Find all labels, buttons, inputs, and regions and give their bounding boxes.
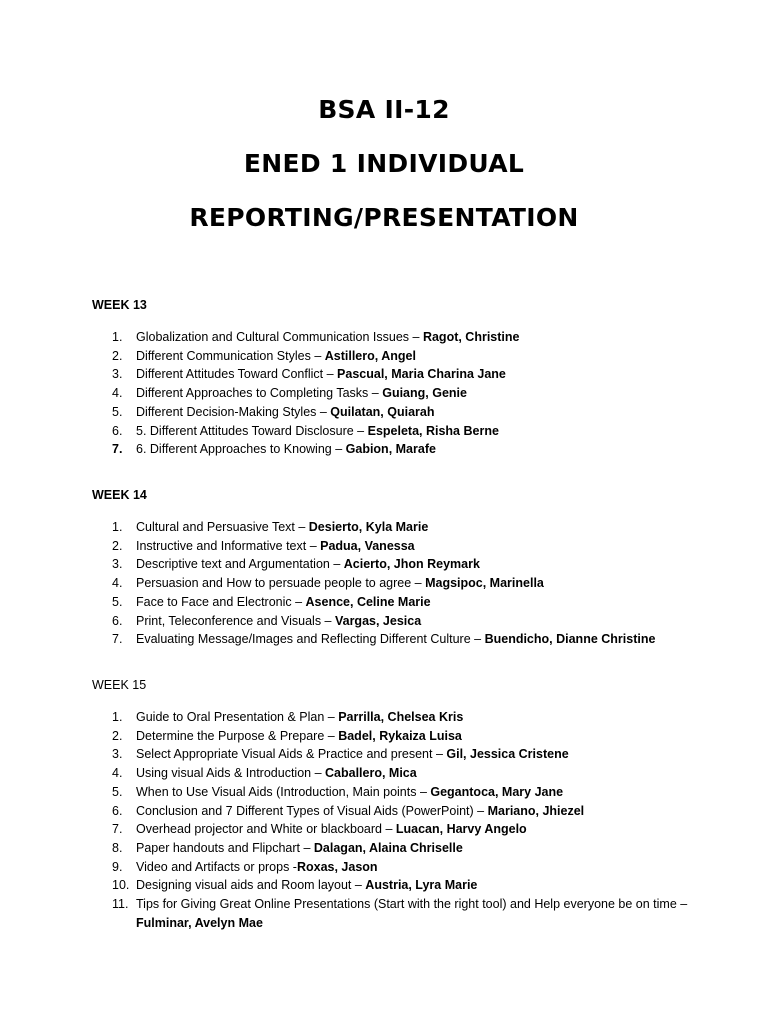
list-item <box>92 630 692 649</box>
week-15-section <box>92 676 692 932</box>
list-item <box>92 802 692 821</box>
item-number: 8. <box>112 840 123 855</box>
presenter-name: Badel, Rykaiza Luisa <box>338 728 462 743</box>
list-item <box>92 895 692 932</box>
report-topic: Different Attitudes Toward Conflict – <box>136 367 338 382</box>
item-number: 1. <box>112 710 123 724</box>
list-item <box>92 839 692 858</box>
presenter-name: Buendicho, Dianne Christine <box>484 632 656 647</box>
report-topic: Different Approaches to Completing Tasks – <box>136 386 383 401</box>
presenter-name: Parrilla, Chelsea Kris <box>338 710 464 724</box>
item-number: 7. <box>112 632 123 647</box>
presenter-name: Mariano, Jhiezel <box>487 803 585 818</box>
report-topic: Using visual Aids & Introduction – <box>136 766 325 781</box>
presenter-name: Quilatan, Quiarah <box>330 404 435 419</box>
week-13-section <box>92 296 692 459</box>
item-number: 10. <box>112 878 130 893</box>
report-topic: Conclusion and 7 Different Types of Visual Aids (PowerPoint) – <box>136 803 488 818</box>
item-number: 4. <box>112 576 123 591</box>
item-number: 2. <box>112 728 123 743</box>
list-item <box>92 518 692 537</box>
report-topic: Select Appropriate Visual Aids & Practice and present – <box>136 747 447 762</box>
list-item <box>92 328 692 347</box>
report-topic: Overhead projector and White or blackboard – <box>136 822 396 837</box>
item-number: 2. <box>112 348 123 363</box>
list-item <box>92 555 692 574</box>
presenter-name: Acierto, Jhon Reymark <box>343 557 480 572</box>
presenter-name: Guiang, Genie <box>382 386 467 401</box>
item-number: 11. <box>112 897 129 912</box>
list-item <box>92 876 692 895</box>
week-heading: WEEK 15 <box>92 678 147 692</box>
item-number: 2. <box>112 538 123 553</box>
list-item <box>92 764 692 783</box>
report-topic: Designing visual aids and Room layout – <box>136 878 366 893</box>
item-number: 3. <box>112 367 123 382</box>
activity-title: REPORTING/PRESENTATION <box>189 203 579 232</box>
list-item <box>92 365 692 384</box>
list-item <box>92 574 692 593</box>
list-item <box>92 727 692 746</box>
list-item <box>92 593 692 612</box>
report-list <box>92 708 692 932</box>
report-topic: Paper handouts and Flipchart – <box>136 840 314 855</box>
week-heading: WEEK 13 <box>92 298 147 312</box>
item-number: 5. <box>112 784 123 799</box>
list-item <box>92 820 692 839</box>
report-topic: Globalization and Cultural Communication Issues – <box>136 330 423 344</box>
report-topic: Face to Face and Electronic – <box>136 594 306 609</box>
presenter-name: Roxas, Jason <box>296 859 378 874</box>
list-item <box>92 745 692 764</box>
list-item <box>92 440 692 459</box>
presenter-name: Caballero, Mica <box>325 766 417 781</box>
presenter-name: Gegantoca, Mary Jane <box>430 784 564 799</box>
item-number: 3. <box>112 747 123 762</box>
report-list <box>92 518 692 649</box>
report-topic: Descriptive text and Argumentation – <box>136 557 344 572</box>
report-topic: Determine the Purpose & Prepare – <box>136 728 339 743</box>
presenter-name: Padua, Vanessa <box>320 538 415 553</box>
week-14-section <box>92 486 692 649</box>
presenter-name: Ragot, Christine <box>422 330 520 344</box>
presenter-name: Luacan, Harvy Angelo <box>395 822 527 837</box>
report-topic: Instructive and Informative text – <box>136 538 321 553</box>
list-item <box>92 384 692 403</box>
presenter-name: Espeleta, Risha Berne <box>367 423 499 438</box>
list-item <box>92 347 692 366</box>
document-title <box>0 96 768 232</box>
presenter-name: Gabion, Marafe <box>345 442 436 457</box>
list-item <box>92 708 692 727</box>
report-topic: Evaluating Message/Images and Reflecting Different Culture – <box>136 632 485 647</box>
report-topic: 5. Different Attitudes Toward Disclosure – <box>136 423 368 438</box>
report-topic: Different Decision-Making Styles – <box>136 404 331 419</box>
item-number: 1. <box>112 520 123 534</box>
presenter-name: Pascual, Maria Charina Jane <box>337 367 506 382</box>
presenter-name: Austria, Lyra Marie <box>365 878 478 893</box>
report-topic: Print, Teleconference and Visuals – <box>136 613 335 628</box>
item-number: 7. <box>112 442 123 457</box>
list-item <box>92 422 692 441</box>
presenter-name: Desierto, Kyla Marie <box>308 520 429 534</box>
report-topic: Tips for Giving Great Online Presentations (Start with the right tool) and Help everyone be on time – <box>136 897 688 912</box>
list-item <box>92 858 692 877</box>
report-topic: Persuasion and How to persuade people to agree – <box>136 576 426 591</box>
class-section-title: BSA II-12 <box>318 95 450 124</box>
report-topic: Different Communication Styles – <box>136 348 325 363</box>
report-list <box>92 328 692 459</box>
report-topic: When to Use Visual Aids (Introduction, Main points – <box>136 784 431 799</box>
report-topic: Guide to Oral Presentation & Plan – <box>136 710 339 724</box>
presenter-name: Magsipoc, Marinella <box>425 576 544 591</box>
list-item <box>92 612 692 631</box>
item-number: 5. <box>112 404 123 419</box>
item-number: 7. <box>112 822 123 837</box>
report-topic: 6. Different Approaches to Knowing – <box>136 442 346 457</box>
week-heading: WEEK 14 <box>92 488 147 502</box>
presenter-name: Dalagan, Alaina Chriselle <box>313 840 463 855</box>
item-number: 3. <box>112 557 123 572</box>
presenter-name: Fulminar, Avelyn Mae <box>136 915 263 930</box>
item-number: 4. <box>112 386 123 401</box>
item-number: 1. <box>112 330 123 344</box>
list-item <box>92 783 692 802</box>
presenter-name: Asence, Celine Marie <box>305 594 431 609</box>
item-number: 6. <box>112 613 123 628</box>
item-number: 5. <box>112 594 123 609</box>
list-item <box>92 537 692 556</box>
presenter-name: Vargas, Jesica <box>334 613 422 628</box>
report-topic: Cultural and Persuasive Text – <box>136 520 309 534</box>
presenter-name: Gil, Jessica Cristene <box>446 747 569 762</box>
presenter-name: Astillero, Angel <box>324 348 416 363</box>
report-topic: Video and Artifacts or props - <box>136 859 297 874</box>
course-title: ENED 1 INDIVIDUAL <box>243 149 525 178</box>
list-item <box>92 403 692 422</box>
item-number: 4. <box>112 766 123 781</box>
item-number: 6. <box>112 423 123 438</box>
item-number: 9. <box>112 859 123 874</box>
item-number: 6. <box>112 803 123 818</box>
